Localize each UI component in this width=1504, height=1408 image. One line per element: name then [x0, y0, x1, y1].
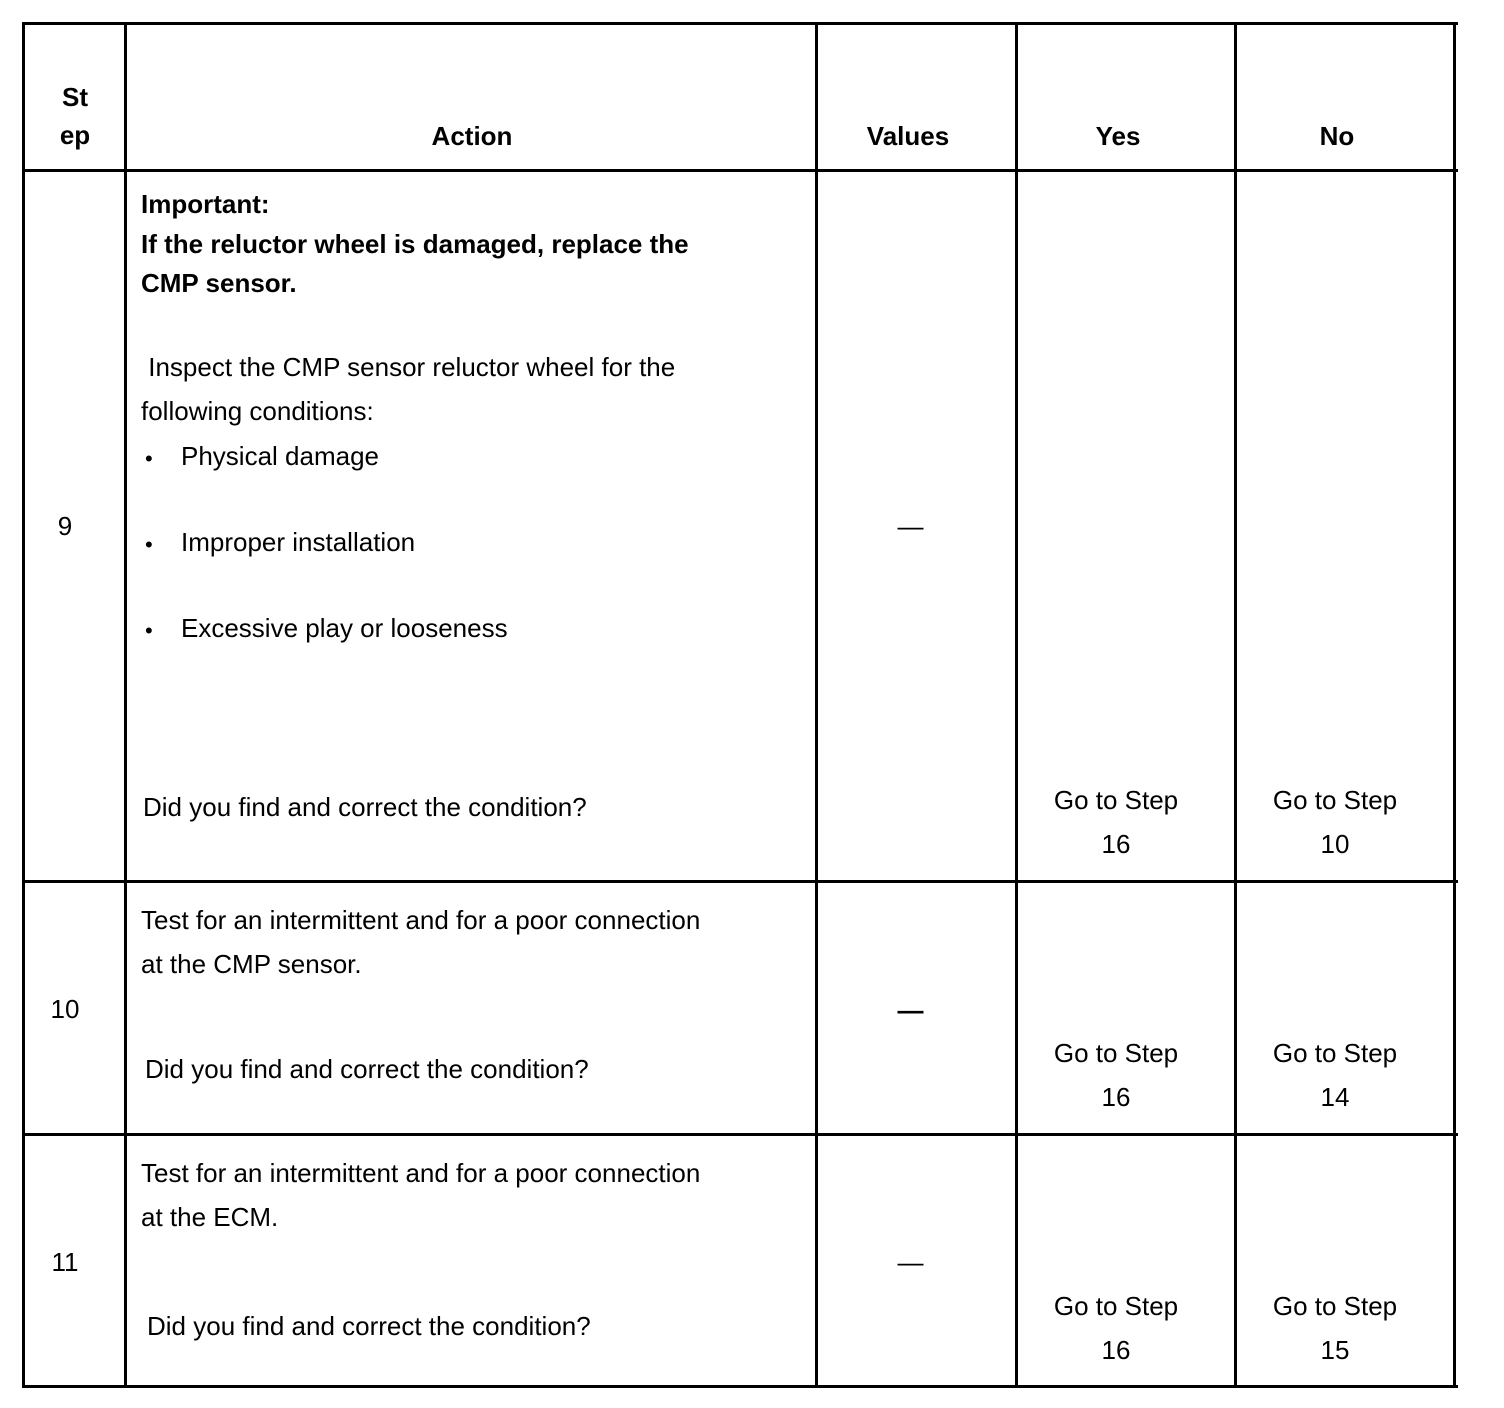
- important-text: If the reluctor wheel is damaged, replace the: [141, 229, 689, 259]
- header-no: No: [1319, 121, 1355, 151]
- yes-line2: 16: [1101, 829, 1131, 859]
- value-cell: —: [897, 995, 924, 1025]
- table-border-right: [1453, 22, 1456, 1388]
- value-cell: —: [897, 511, 924, 541]
- yes-line1: Go to Step: [1053, 1291, 1179, 1321]
- list-item: Improper installation: [181, 527, 416, 557]
- table-border-left: [22, 22, 25, 1388]
- action-text: at the CMP sensor.: [141, 949, 362, 979]
- no-cell: [1237, 1031, 1433, 1119]
- header-divider: [22, 169, 1458, 172]
- important-text: CMP sensor.: [141, 268, 297, 298]
- list-item: Physical damage: [181, 441, 379, 471]
- no-cell: [1237, 778, 1433, 866]
- column-divider: [815, 22, 818, 1388]
- question-text: Did you find and correct the condition?: [147, 1311, 591, 1341]
- row-divider: [22, 880, 1458, 883]
- bullet-icon: •: [145, 532, 153, 557]
- yes-line1: Go to Step: [1053, 1038, 1179, 1068]
- action-text: Inspect the CMP sensor reluctor wheel for the: [141, 352, 676, 382]
- table-border-top: [22, 22, 1458, 25]
- header-values: Values: [866, 121, 950, 151]
- row-divider: [22, 1133, 1458, 1136]
- action-text: Test for an intermittent and for a poor connection: [141, 1158, 701, 1188]
- yes-cell: [1018, 1031, 1214, 1119]
- bullet-icon: •: [145, 618, 153, 643]
- no-line2: 14: [1320, 1082, 1350, 1112]
- header-yes: Yes: [1095, 121, 1141, 151]
- no-line2: 10: [1320, 829, 1350, 859]
- list-item: Excessive play or looseness: [181, 613, 508, 643]
- column-divider: [124, 22, 127, 1388]
- table-border-bottom: [22, 1385, 1458, 1388]
- column-divider: [1015, 22, 1018, 1388]
- header-step-line1: St: [62, 82, 88, 112]
- action-text: following conditions:: [141, 396, 374, 426]
- step-number: 10: [50, 994, 80, 1024]
- yes-line2: 16: [1101, 1335, 1131, 1365]
- yes-cell: [1018, 778, 1214, 866]
- question-text: Did you find and correct the condition?: [145, 1054, 589, 1084]
- no-line1: Go to Step: [1272, 785, 1398, 815]
- header-step: [25, 78, 125, 154]
- header-action: Action: [431, 121, 513, 151]
- important-label: Important:: [141, 189, 270, 219]
- value-cell: —: [897, 1247, 924, 1277]
- yes-cell: [1018, 1284, 1214, 1372]
- header-step-line2: ep: [59, 120, 91, 150]
- action-text: at the ECM.: [141, 1202, 279, 1232]
- column-divider: [1234, 22, 1237, 1388]
- no-line1: Go to Step: [1272, 1291, 1398, 1321]
- question-text: Did you find and correct the condition?: [143, 792, 587, 822]
- step-number: 9: [57, 511, 73, 541]
- no-line2: 15: [1320, 1335, 1350, 1365]
- no-cell: [1237, 1284, 1433, 1372]
- yes-line2: 16: [1101, 1082, 1131, 1112]
- action-text: Test for an intermittent and for a poor connection: [141, 905, 701, 935]
- yes-line1: Go to Step: [1053, 785, 1179, 815]
- no-line1: Go to Step: [1272, 1038, 1398, 1068]
- step-number: 11: [51, 1247, 79, 1277]
- bullet-icon: •: [145, 446, 153, 471]
